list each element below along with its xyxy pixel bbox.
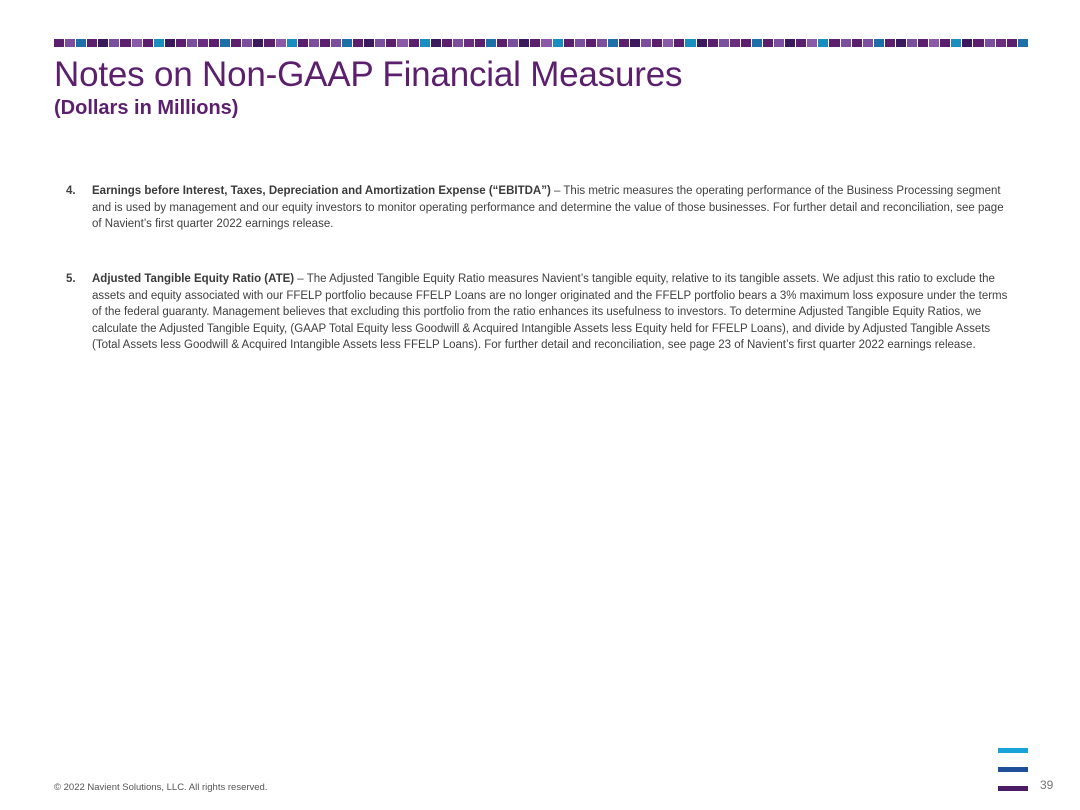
logo-bar-top <box>998 748 1028 753</box>
stripe-segment <box>397 39 407 47</box>
stripe-segment <box>154 39 164 47</box>
stripe-segment <box>785 39 795 47</box>
stripe-segment <box>475 39 485 47</box>
stripe-segment <box>1018 39 1028 47</box>
stripe-segment <box>907 39 917 47</box>
note-number: 5. <box>66 273 76 285</box>
note-text <box>92 271 1016 354</box>
stripe-segment <box>320 39 330 47</box>
stripe-segment <box>575 39 585 47</box>
logo-bar-bottom <box>998 786 1028 791</box>
stripe-segment <box>619 39 629 47</box>
stripe-segment <box>796 39 806 47</box>
stripe-segment <box>564 39 574 47</box>
logo-bar-middle <box>998 767 1028 772</box>
stripe-segment <box>730 39 740 47</box>
stripe-segment <box>774 39 784 47</box>
note-text <box>92 183 1016 233</box>
stripe-segment <box>431 39 441 47</box>
stripe-segment <box>176 39 186 47</box>
stripe-segment <box>331 39 341 47</box>
stripe-segment <box>652 39 662 47</box>
stripe-segment <box>220 39 230 47</box>
stripe-segment <box>143 39 153 47</box>
stripe-segment <box>54 39 64 47</box>
stripe-segment <box>697 39 707 47</box>
stripe-segment <box>98 39 108 47</box>
stripe-segment <box>1007 39 1017 47</box>
stripe-segment <box>519 39 529 47</box>
stripe-segment <box>685 39 695 47</box>
stripe-segment <box>76 39 86 47</box>
note-heading: Earnings before Interest, Taxes, Depreciation and Amortization Expense (“EBITDA”) <box>92 185 551 197</box>
note-body: – The Adjusted Tangible Equity Ratio measures Navient’s tangible equity, relative to its tangible assets. We adjust this ratio to exclude the assets and equity associated with our FFELP portfolio because FFELP Loans are no longer originated and the FFELP portfolio bears a 3% maximum loss exposure under the terms of the federal guaranty. Management believes that excluding this portfolio from the ratio enhances its usefulness to investors. To determine Adjusted Tangible Equity Ratios, we calculate the Adjusted Tangible Equity, (GAAP Total Equity less Goodwill & Acquired Intangible Assets less Equity held for FFELP Loans), and divide by Adjusted Tangible Assets (Total Assets less Goodwill & Acquired Intangible Assets less FFELP Loans). For further detail and reconciliation, see page 23 of Navient’s first quarter 2022 earnings release. <box>92 273 1008 351</box>
stripe-segment <box>807 39 817 47</box>
stripe-segment <box>165 39 175 47</box>
stripe-segment <box>940 39 950 47</box>
stripe-segment <box>553 39 563 47</box>
stripe-segment <box>674 39 684 47</box>
stripe-segment <box>741 39 751 47</box>
stripe-segment <box>287 39 297 47</box>
decorative-stripe <box>54 39 1028 47</box>
stripe-segment <box>586 39 596 47</box>
stripe-segment <box>298 39 308 47</box>
note-4 <box>66 183 1016 233</box>
stripe-segment <box>342 39 352 47</box>
stripe-segment <box>608 39 618 47</box>
stripe-segment <box>486 39 496 47</box>
note-heading: Adjusted Tangible Equity Ratio (ATE) <box>92 273 295 285</box>
stripe-segment <box>276 39 286 47</box>
stripe-segment <box>309 39 319 47</box>
stripe-segment <box>874 39 884 47</box>
stripe-segment <box>818 39 828 47</box>
stripe-segment <box>253 39 263 47</box>
stripe-segment <box>841 39 851 47</box>
copyright-footer: © 2022 Navient Solutions, LLC. All rights reserved. <box>54 782 268 793</box>
stripe-segment <box>763 39 773 47</box>
stripe-segment <box>541 39 551 47</box>
stripe-segment <box>464 39 474 47</box>
stripe-segment <box>996 39 1006 47</box>
stripe-segment <box>719 39 729 47</box>
stripe-segment <box>242 39 252 47</box>
stripe-segment <box>896 39 906 47</box>
stripe-segment <box>109 39 119 47</box>
page-title: Notes on Non-GAAP Financial Measures <box>54 55 683 94</box>
page-subtitle: (Dollars in Millions) <box>54 97 239 119</box>
stripe-segment <box>641 39 651 47</box>
stripe-segment <box>929 39 939 47</box>
stripe-segment <box>985 39 995 47</box>
stripe-segment <box>530 39 540 47</box>
note-body: – This metric measures the operating performance of the Business Processing segment and is used by management and our equity investors to monitor operating performance and determine the value of those businesses. For further detail and reconciliation, see page of Navient’s first quarter 2022 earnings release. <box>92 185 1004 230</box>
stripe-segment <box>630 39 640 47</box>
stripe-segment <box>918 39 928 47</box>
stripe-segment <box>453 39 463 47</box>
stripe-segment <box>885 39 895 47</box>
stripe-segment <box>198 39 208 47</box>
stripe-segment <box>353 39 363 47</box>
stripe-segment <box>442 39 452 47</box>
stripe-segment <box>863 39 873 47</box>
stripe-segment <box>852 39 862 47</box>
stripe-segment <box>597 39 607 47</box>
stripe-segment <box>829 39 839 47</box>
stripe-segment <box>364 39 374 47</box>
stripe-segment <box>962 39 972 47</box>
stripe-segment <box>231 39 241 47</box>
stripe-segment <box>187 39 197 47</box>
note-number: 4. <box>66 185 76 197</box>
stripe-segment <box>508 39 518 47</box>
stripe-segment <box>120 39 130 47</box>
stripe-segment <box>386 39 396 47</box>
stripe-segment <box>209 39 219 47</box>
stripe-segment <box>87 39 97 47</box>
stripe-segment <box>132 39 142 47</box>
stripe-segment <box>264 39 274 47</box>
stripe-segment <box>497 39 507 47</box>
page-number: 39 <box>1040 778 1054 792</box>
stripe-segment <box>752 39 762 47</box>
note-5 <box>66 271 1016 354</box>
stripe-segment <box>65 39 75 47</box>
stripe-segment <box>375 39 385 47</box>
stripe-segment <box>708 39 718 47</box>
stripe-segment <box>663 39 673 47</box>
stripe-segment <box>973 39 983 47</box>
stripe-segment <box>409 39 419 47</box>
stripe-segment <box>420 39 430 47</box>
stripe-segment <box>951 39 961 47</box>
